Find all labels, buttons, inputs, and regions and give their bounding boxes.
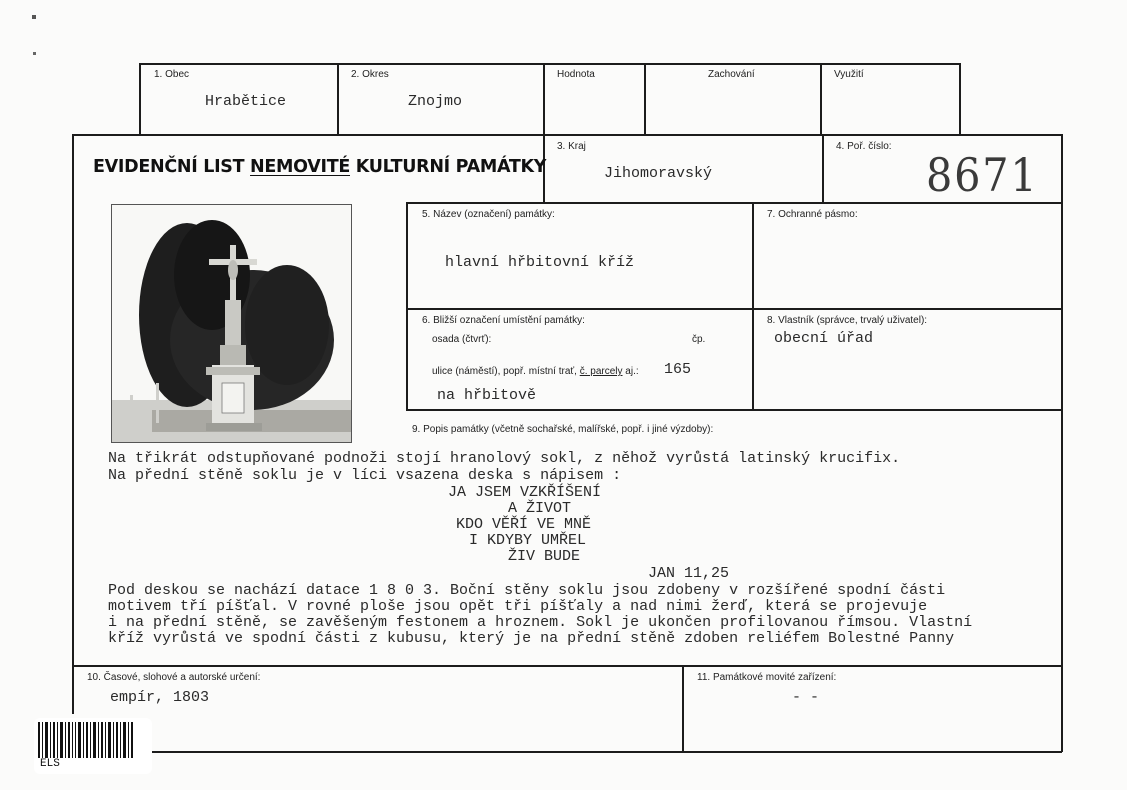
monument-photo (111, 204, 352, 443)
zachovani-label: Zachování (708, 69, 755, 80)
kraj-value: Jihomoravský (604, 165, 713, 182)
hodnota-label: Hodnota (557, 69, 595, 80)
okres-label: 2. Okres (351, 69, 389, 80)
popis-line: Na přední stěně soklu je v líci vsazena deska s nápisem : (108, 467, 622, 484)
obec-label: 1. Obec (154, 69, 190, 80)
osada-label: osada (čtvrť): (432, 334, 492, 345)
popis-line: Pod deskou se nachází datace 1 8 0 3. Boční stěny soklu jsou zdobeny v rozšířené spodní části (108, 582, 946, 599)
nazev-label: 5. Název (označení) památky: (422, 209, 555, 220)
vyuziti-label: Využití (834, 69, 864, 80)
obec-value: Hrabětice (205, 93, 287, 110)
movite-label: 11. Památkové movité zařízení: (697, 672, 837, 683)
popis-label: 9. Popis památky (včetně sochařské, malířské, popř. i jiné výzdoby): (412, 424, 714, 435)
barcode (34, 718, 152, 774)
vlastnik-value: obecní úřad (774, 330, 874, 347)
nazev-value: hlavní hřbitovní kříž (445, 254, 635, 271)
scan-mark (32, 15, 36, 19)
barcode-text: ELS (40, 758, 60, 770)
popis-line: Na třikrát odstupňované podnoži stojí hranolový sokl, z něhož vyrůstá latinský krucifix. (108, 450, 901, 467)
okres-value: Znojmo (408, 93, 463, 110)
umisteni-label: 6. Bližší označení umístění památky: (422, 315, 585, 326)
popis-line: motivem tří píšťal. V rovné ploše jsou opět tři píšťaly a nad nimi žerď, která se projevuje (108, 598, 928, 615)
ochranne-pasmo-label: 7. Ochranné pásmo: (767, 209, 858, 220)
urceni-label: 10. Časové, slohové a autorské určení: (87, 672, 261, 683)
por-cislo-value: 8671 (926, 148, 1039, 202)
inscription-line: I KDYBY UMŘEL (469, 532, 587, 549)
scan-mark (33, 52, 36, 55)
ulice-label: ulice (náměstí), popř. místní trať, č. parcely aj.: (432, 366, 639, 377)
inscription-line: JAN 11,25 (648, 565, 730, 582)
kraj-label: 3. Kraj (557, 141, 586, 152)
vlastnik-label: 8. Vlastník (správce, trvalý uživatel): (767, 315, 928, 326)
inscription-line: KDO VĚŘÍ VE MNĚ (456, 516, 592, 533)
cp-label: čp. (692, 334, 706, 345)
popis-line: kříž vyrůstá ve spodní části z kubusu, který je na přední stěně zdoben reliéfem Bolestné Panny (108, 630, 955, 647)
popis-line: i na přední stěně, se zavěšeným festonem a hroznem. Sokl je ukončen profilovanou římsou. Vlastní (108, 614, 973, 631)
urceni-value: empír, 1803 (110, 689, 210, 706)
misto-value: na hřbitově (437, 387, 537, 404)
movite-value: - - (792, 689, 820, 706)
por-cislo-label: 4. Poř. číslo: (836, 141, 892, 152)
inscription-line: A ŽIVOT (508, 500, 572, 517)
document-title: EVIDENČNÍ LIST NEMOVITÉ KULTURNÍ PAMÁTKY (93, 157, 547, 177)
inscription-line: JA JSEM VZKŘÍŠENÍ (448, 484, 602, 501)
parcela-value: 165 (664, 361, 692, 378)
barcode-bars (38, 722, 134, 758)
inscription-line: ŽIV BUDE (508, 548, 581, 565)
